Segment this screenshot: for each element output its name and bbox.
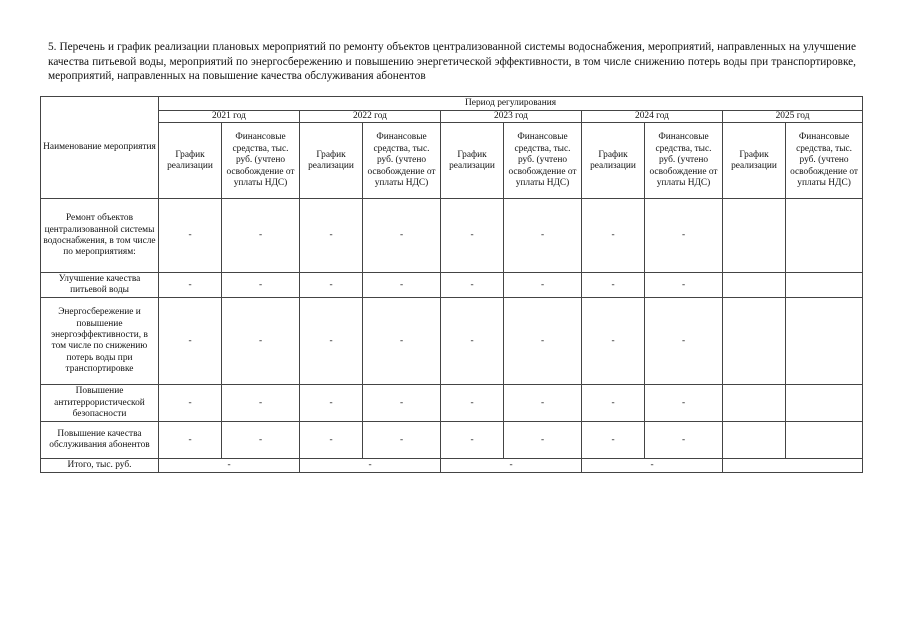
table-cell: - <box>441 298 504 385</box>
table-cell: - <box>300 298 363 385</box>
total-cell: - <box>159 459 300 473</box>
table-cell: - <box>222 385 300 422</box>
table-cell: - <box>300 422 363 459</box>
table-cell: - <box>441 199 504 273</box>
row-name: Энергосбережение и повышение энергоэффективности, в том числе по снижению потерь воды при транспортировке <box>41 298 159 385</box>
table-cell <box>786 385 863 422</box>
period-header: Период регулирования <box>159 97 863 111</box>
table-cell: - <box>645 199 723 273</box>
table-cell: - <box>159 298 222 385</box>
table-cell: - <box>441 422 504 459</box>
table-cell <box>723 298 786 385</box>
table-cell <box>723 199 786 273</box>
year-header: 2023 год <box>441 111 582 123</box>
year-header: 2024 год <box>582 111 723 123</box>
table-cell: - <box>159 422 222 459</box>
table-cell <box>786 199 863 273</box>
finance-subheader: Финансовые средства, тыс. руб. (учтено освобождение от уплаты НДС) <box>363 123 441 199</box>
row-name: Повышение антитеррористической безопасности <box>41 385 159 422</box>
finance-subheader: Финансовые средства, тыс. руб. (учтено освобождение от уплаты НДС) <box>504 123 582 199</box>
table-cell: - <box>645 385 723 422</box>
row-name: Ремонт объектов централизованной системы водоснабжения, в том числе по мероприятиям: <box>41 199 159 273</box>
name-column-header: Наименование мероприятия <box>41 97 159 199</box>
table-cell: - <box>504 385 582 422</box>
table-cell: - <box>363 273 441 298</box>
table-cell: - <box>300 199 363 273</box>
table-cell: - <box>300 385 363 422</box>
table-cell <box>723 422 786 459</box>
table-cell: - <box>441 385 504 422</box>
table-cell: - <box>645 298 723 385</box>
table-cell: - <box>504 273 582 298</box>
table-cell: - <box>222 273 300 298</box>
table-cell: - <box>582 298 645 385</box>
table-cell <box>723 385 786 422</box>
table-cell: - <box>582 199 645 273</box>
year-header: 2022 год <box>300 111 441 123</box>
section-heading: 5. Перечень и график реализации плановых мероприятий по ремонту объектов централизованной системы водоснабжения, мероприятий, направленных на улучшение качества питьевой воды, мероприятий по энергосбережению и повышению энергетической эффективности, в том числе снижению потерь воды при транспортировке, мероприятий, направленных на повышение качества обслуживания абонентов <box>48 41 856 83</box>
table-cell: - <box>222 199 300 273</box>
total-cell <box>723 459 863 473</box>
table-cell <box>723 273 786 298</box>
schedule-subheader: График реализации <box>582 123 645 199</box>
table-cell: - <box>645 422 723 459</box>
table-cell: - <box>222 422 300 459</box>
table-cell <box>786 422 863 459</box>
table-cell: - <box>300 273 363 298</box>
table-cell <box>786 298 863 385</box>
table-cell: - <box>159 385 222 422</box>
table-row <box>41 298 863 385</box>
row-name: Повышение качества обслуживания абонентов <box>41 422 159 459</box>
total-cell: - <box>300 459 441 473</box>
total-row <box>41 459 863 473</box>
finance-subheader: Финансовые средства, тыс. руб. (учтено освобождение от уплаты НДС) <box>645 123 723 199</box>
table-cell: - <box>504 422 582 459</box>
plan-table <box>40 96 863 473</box>
table-cell <box>786 273 863 298</box>
schedule-subheader: График реализации <box>441 123 504 199</box>
table-cell: - <box>363 298 441 385</box>
finance-subheader: Финансовые средства, тыс. руб. (учтено освобождение от уплаты НДС) <box>786 123 863 199</box>
schedule-subheader: График реализации <box>159 123 222 199</box>
table-cell: - <box>363 385 441 422</box>
table-cell: - <box>363 199 441 273</box>
finance-subheader: Финансовые средства, тыс. руб. (учтено освобождение от уплаты НДС) <box>222 123 300 199</box>
table-cell: - <box>159 199 222 273</box>
table-cell: - <box>504 199 582 273</box>
table-cell: - <box>363 422 441 459</box>
row-name: Улучшение качества питьевой воды <box>41 273 159 298</box>
total-cell: - <box>582 459 723 473</box>
schedule-subheader: График реализации <box>723 123 786 199</box>
schedule-subheader: График реализации <box>300 123 363 199</box>
table-cell: - <box>159 273 222 298</box>
table-cell: - <box>582 273 645 298</box>
table-cell: - <box>582 385 645 422</box>
table-row <box>41 385 863 422</box>
year-header: 2021 год <box>159 111 300 123</box>
table-cell: - <box>222 298 300 385</box>
table-row <box>41 199 863 273</box>
total-cell: - <box>441 459 582 473</box>
table-row <box>41 273 863 298</box>
table-row <box>41 422 863 459</box>
total-label: Итого, тыс. руб. <box>41 459 159 473</box>
year-header: 2025 год <box>723 111 863 123</box>
table-cell: - <box>504 298 582 385</box>
table-cell: - <box>582 422 645 459</box>
table-cell: - <box>441 273 504 298</box>
table-cell: - <box>645 273 723 298</box>
